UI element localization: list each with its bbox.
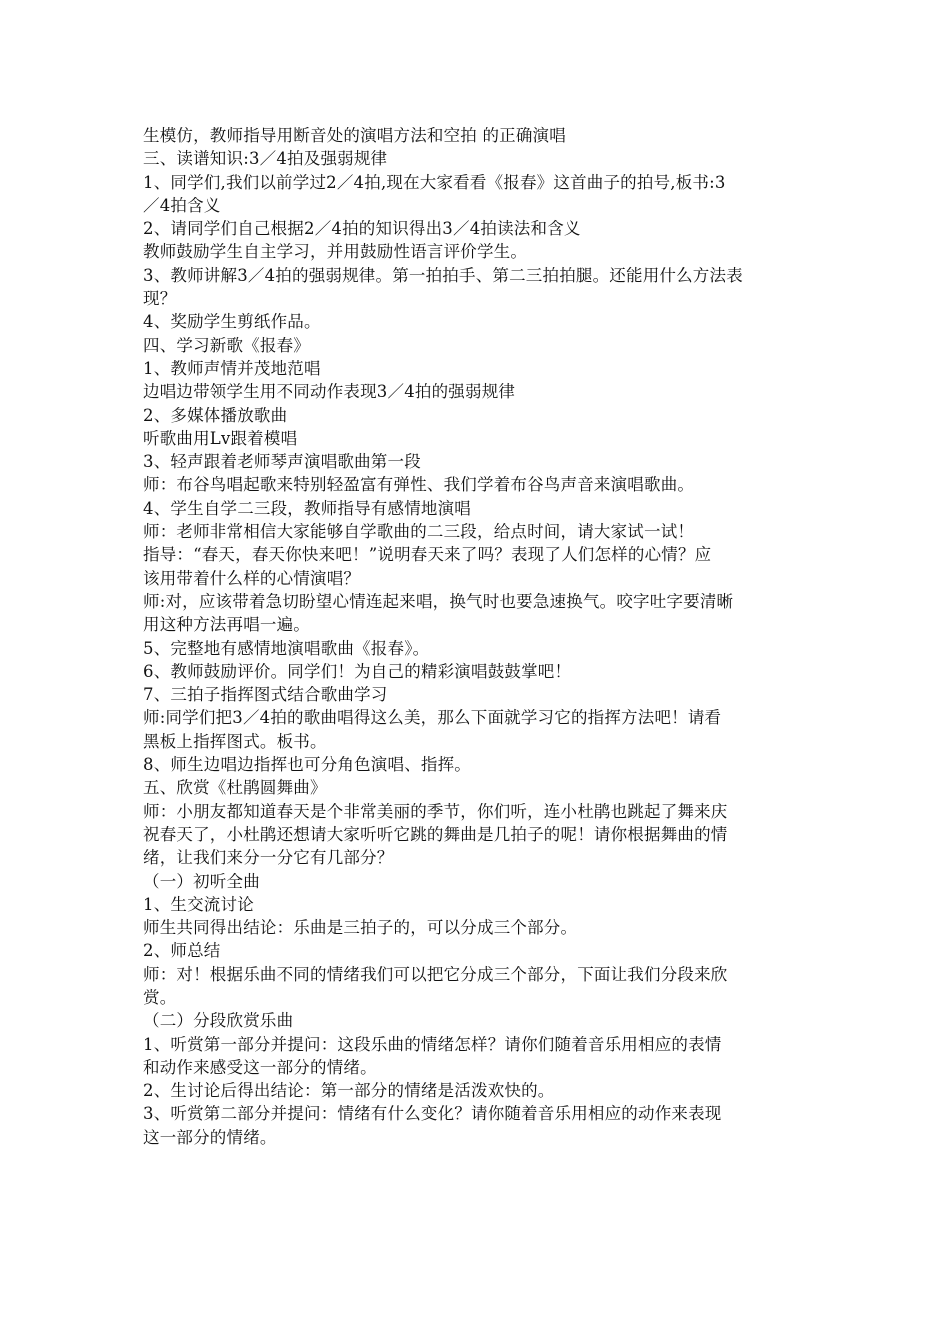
section-heading: 四、学习新歌《报春》 <box>143 335 310 355</box>
section-heading: 三、读谱知识:3／4拍及强弱规律 <box>143 149 388 169</box>
text-line: 3、轻声跟着老师琴声演唱歌曲第一段 <box>143 452 421 472</box>
text-line: 师:对，应该带着急切盼望心情连起来唱，换气时也要急速换气。咬字吐字要清晰 <box>143 591 734 611</box>
text-line: 赏。 <box>143 987 177 1007</box>
text-line: 指导：“春天，春天你快来吧！”说明春天来了吗？表现了人们怎样的心情？应 <box>143 545 712 565</box>
text-line: 2、多媒体播放歌曲 <box>143 405 288 425</box>
text-line: 祝春天了，小杜鹃还想请大家听听它跳的舞曲是几拍子的呢！请你根据舞曲的情 <box>143 824 728 844</box>
text-line: 用这种方法再唱一遍。 <box>143 615 310 635</box>
text-line: 师:同学们把3／4拍的歌曲唱得这么美，那么下面就学习它的指挥方法吧！请看 <box>143 708 722 728</box>
text-line: 生模仿，教师指导用断音处的演唱方法和空拍 的正确演唱 <box>143 126 566 145</box>
text-line: 师：布谷鸟唱起歌来特别轻盈富有弹性、我们学着布谷鸟声音来演唱歌曲。 <box>143 475 695 495</box>
text-line: 3、教师讲解3／4拍的强弱规律。第一拍拍手、第二三拍拍腿。还能用什么方法表 <box>143 265 743 285</box>
text-line: 现？ <box>143 289 177 309</box>
text-line: 边唱边带领学生用不同动作表现3／4拍的强弱规律 <box>143 382 516 402</box>
text-line: 2、生讨论后得出结论：第一部分的情绪是活泼欢快的。 <box>143 1081 555 1101</box>
text-line: 8、师生边唱边指挥也可分角色演唱、指挥。 <box>143 755 471 775</box>
text-line: 1、同学们,我们以前学过2／4拍,现在大家看看《报春》这首曲子的拍号,板书:3 <box>143 172 726 192</box>
text-line: 1、生交流讨论 <box>143 894 254 914</box>
text-line: 4、奖励学生剪纸作品。 <box>143 312 321 332</box>
text-line: 师生共同得出结论：乐曲是三拍子的，可以分成三个部分。 <box>143 918 578 938</box>
text-line: 1、教师声情并茂地范唱 <box>143 358 321 378</box>
text-line: 该用带着什么样的心情演唱？ <box>143 568 361 588</box>
section-heading: 五、欣赏《杜鹃圆舞曲》 <box>143 778 327 798</box>
text-line: 师：对！根据乐曲不同的情绪我们可以把它分成三个部分，下面让我们分段来欣 <box>143 964 728 984</box>
text-line: 6、教师鼓励评价。同学们！为自己的精彩演唱鼓鼓掌吧！ <box>143 661 572 681</box>
text-line: ／4拍含义 <box>143 195 221 215</box>
subsection-heading: （一）初听全曲 <box>143 871 260 891</box>
text-line: 听歌曲用Lv跟着模唱 <box>143 428 298 448</box>
text-line: 5、完整地有感情地演唱歌曲《报春》。 <box>143 638 430 658</box>
text-line: 3、听赏第二部分并提问：情绪有什么变化？请你随着音乐用相应的动作来表现 <box>143 1104 722 1124</box>
document-body <box>143 124 815 1149</box>
text-line: 黑板上指挥图式。板书。 <box>143 731 327 751</box>
text-line: 师：小朋友都知道春天是个非常美丽的季节，你们听，连小杜鹃也跳起了舞来庆 <box>143 801 728 821</box>
text-line: 和动作来感受这一部分的情绪。 <box>143 1057 377 1077</box>
text-line: 2、请同学们自己根据2／4拍的知识得出3／4拍读法和含义 <box>143 219 581 239</box>
text-line: 这一部分的情绪。 <box>143 1127 277 1147</box>
text-line: 1、听赏第一部分并提问：这段乐曲的情绪怎样？请你们随着音乐用相应的表情 <box>143 1034 722 1054</box>
text-line: 7、三拍子指挥图式结合歌曲学习 <box>143 685 388 705</box>
text-line: 绪，让我们来分一分它有几部分？ <box>143 848 394 868</box>
subsection-heading: （二）分段欣赏乐曲 <box>143 1011 294 1031</box>
text-line: 4、学生自学二三段，教师指导有感情地演唱 <box>143 498 471 518</box>
text-line: 师：老师非常相信大家能够自学歌曲的二三段，给点时间，请大家试一试！ <box>143 522 695 542</box>
text-line: 教师鼓励学生自主学习，并用鼓励性语言评价学生。 <box>143 242 528 262</box>
text-line: 2、师总结 <box>143 941 221 961</box>
